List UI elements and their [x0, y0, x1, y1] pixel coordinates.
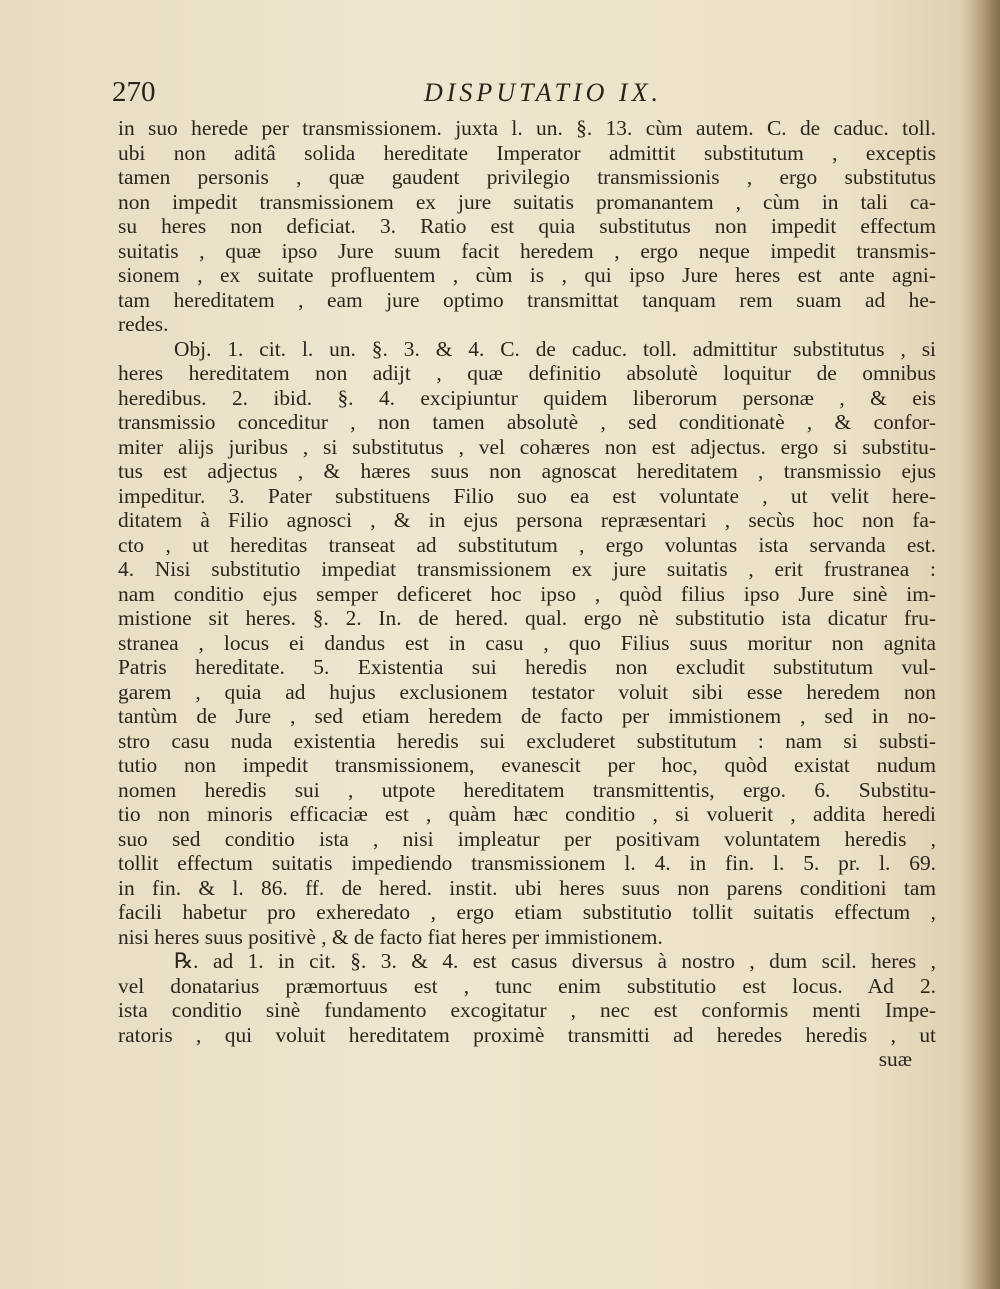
- text-line: Patris hereditate. 5. Existentia sui heredis non excludit substitutum vul-: [118, 655, 936, 679]
- text-line: nomen heredis sui , utpote hereditatem transmittentis, ergo. 6. Substitu-: [118, 777, 936, 802]
- text-line: tam hereditatem , eam jure optimo transmittat tanquam rem suam ad he-: [118, 287, 936, 312]
- text-line: ratoris , qui voluit hereditatem proximè transmitti ad heredes heredis , ut: [118, 1022, 936, 1047]
- text-line: Obj. 1. cit. l. un. §. 3. & 4. C. de caduc. toll. admittitur substitutus , si: [174, 336, 936, 361]
- text-line: tantùm de Jure , sed etiam heredem de facto per immistionem , sed in no-: [118, 704, 936, 728]
- catchword: suæ: [878, 1047, 912, 1071]
- text-line: vel donatarius præmortuus est , tunc enim substitutio est locus. Ad 2.: [118, 973, 936, 998]
- text-line: tamen personis , quæ gaudent privilegio transmissionis , ergo substitutus: [118, 165, 936, 189]
- text-line: ista conditio sinè fundamento excogitatur , nec est conformis menti Impe-: [118, 998, 936, 1022]
- text-line: heredibus. 2. ibid. §. 4. excipiuntur quidem liberorum personæ , & eis: [118, 385, 936, 410]
- page-number: 270: [112, 76, 156, 108]
- text-line: in suo herede per transmissionem. juxta l. un. §. 13. cùm autem. C. de caduc. toll.: [118, 116, 936, 140]
- text-line: tutio non impedit transmissionem, evanescit per hoc, quòd existat nudum: [118, 753, 936, 777]
- text-line: nam conditio ejus semper deficeret hoc ipso , quòd filius ipso Jure sinè im-: [118, 581, 936, 606]
- text-line: 4. Nisi substitutio impediat transmissionem ex jure suitatis , erit frustranea :: [118, 557, 936, 581]
- text-line: mistione sit heres. §. 2. In. de hered. qual. ergo nè substitutio ista dicatur fru-: [118, 606, 936, 630]
- text-line: ditatem à Filio agnosci , & in ejus persona repræsentari , secùs hoc non fa-: [118, 508, 936, 532]
- text-line: garem , quia ad hujus exclusionem testator voluit sibi esse heredem non: [118, 679, 936, 704]
- running-title: DISPUTATIO IX.: [424, 78, 662, 107]
- page-header: [112, 76, 932, 112]
- text-line: redes.: [118, 312, 169, 336]
- page-gutter-shadow: [960, 0, 1000, 1289]
- text-line: miter alijs juribus , si substitutus , vel cohæres non est adjectus. ergo si substitu-: [118, 434, 936, 459]
- text-line: stro casu nuda existentia heredis sui excluderet substitutum : nam si substi-: [118, 728, 936, 753]
- text-line: impeditur. 3. Pater substituens Filio suo ea est voluntate , ut velit here-: [118, 483, 936, 508]
- text-line: non impedit transmissionem ex jure suitatis promanantem , cùm in tali ca-: [118, 189, 936, 214]
- text-line: su heres non deficiat. 3. Ratio est quia substitutus non impedit effectum: [118, 214, 936, 238]
- body-text: [118, 116, 936, 1072]
- text-line: tio non minoris efficaciæ est , quàm hæc conditio , si voluerit , addita heredi: [118, 802, 936, 826]
- text-line: heres hereditatem non adijt , quæ definitio absolutè loquitur de omnibus: [118, 361, 936, 385]
- text-line: nisi heres suus positivè , & de facto fiat heres per immistionem.: [118, 924, 663, 949]
- text-line: sionem , ex suitate profluentem , cùm is , qui ipso Jure heres est ante agni-: [118, 263, 936, 287]
- text-line: tus est adjectus , & hæres suus non agnoscat hereditatem , transmissio ejus: [118, 459, 936, 483]
- text-line: facili habetur pro exheredato , ergo etiam substitutio tollit suitatis effectum ,: [118, 900, 936, 924]
- text-line: tollit effectum suitatis impediendo transmissionem l. 4. in fin. l. 5. pr. l. 69.: [118, 851, 936, 875]
- text-line: cto , ut hereditas transeat ad substitutum , ergo voluntas ista servanda est.: [118, 532, 936, 557]
- text-line: transmissio conceditur , non tamen absolutè , sed conditionatè , & confor-: [118, 410, 936, 434]
- text-line: ubi non aditâ solida hereditate Imperator admittit substitutum , exceptis: [118, 140, 936, 165]
- text-line: stranea , locus ei dandus est in casu , quo Filius suus moritur non agnita: [118, 630, 936, 655]
- text-line: suitatis , quæ ipso Jure suum facit heredem , ergo neque impedit transmis-: [118, 238, 936, 263]
- text-line: in fin. & l. 86. ff. de hered. instit. ubi heres suus non parens conditioni tam: [118, 875, 936, 900]
- text-line: suo sed conditio ista , nisi impleatur per positivam voluntatem heredis ,: [118, 826, 936, 851]
- text-line: ℞. ad 1. in cit. §. 3. & 4. est casus diversus à nostro , dum scil. heres ,: [174, 949, 936, 973]
